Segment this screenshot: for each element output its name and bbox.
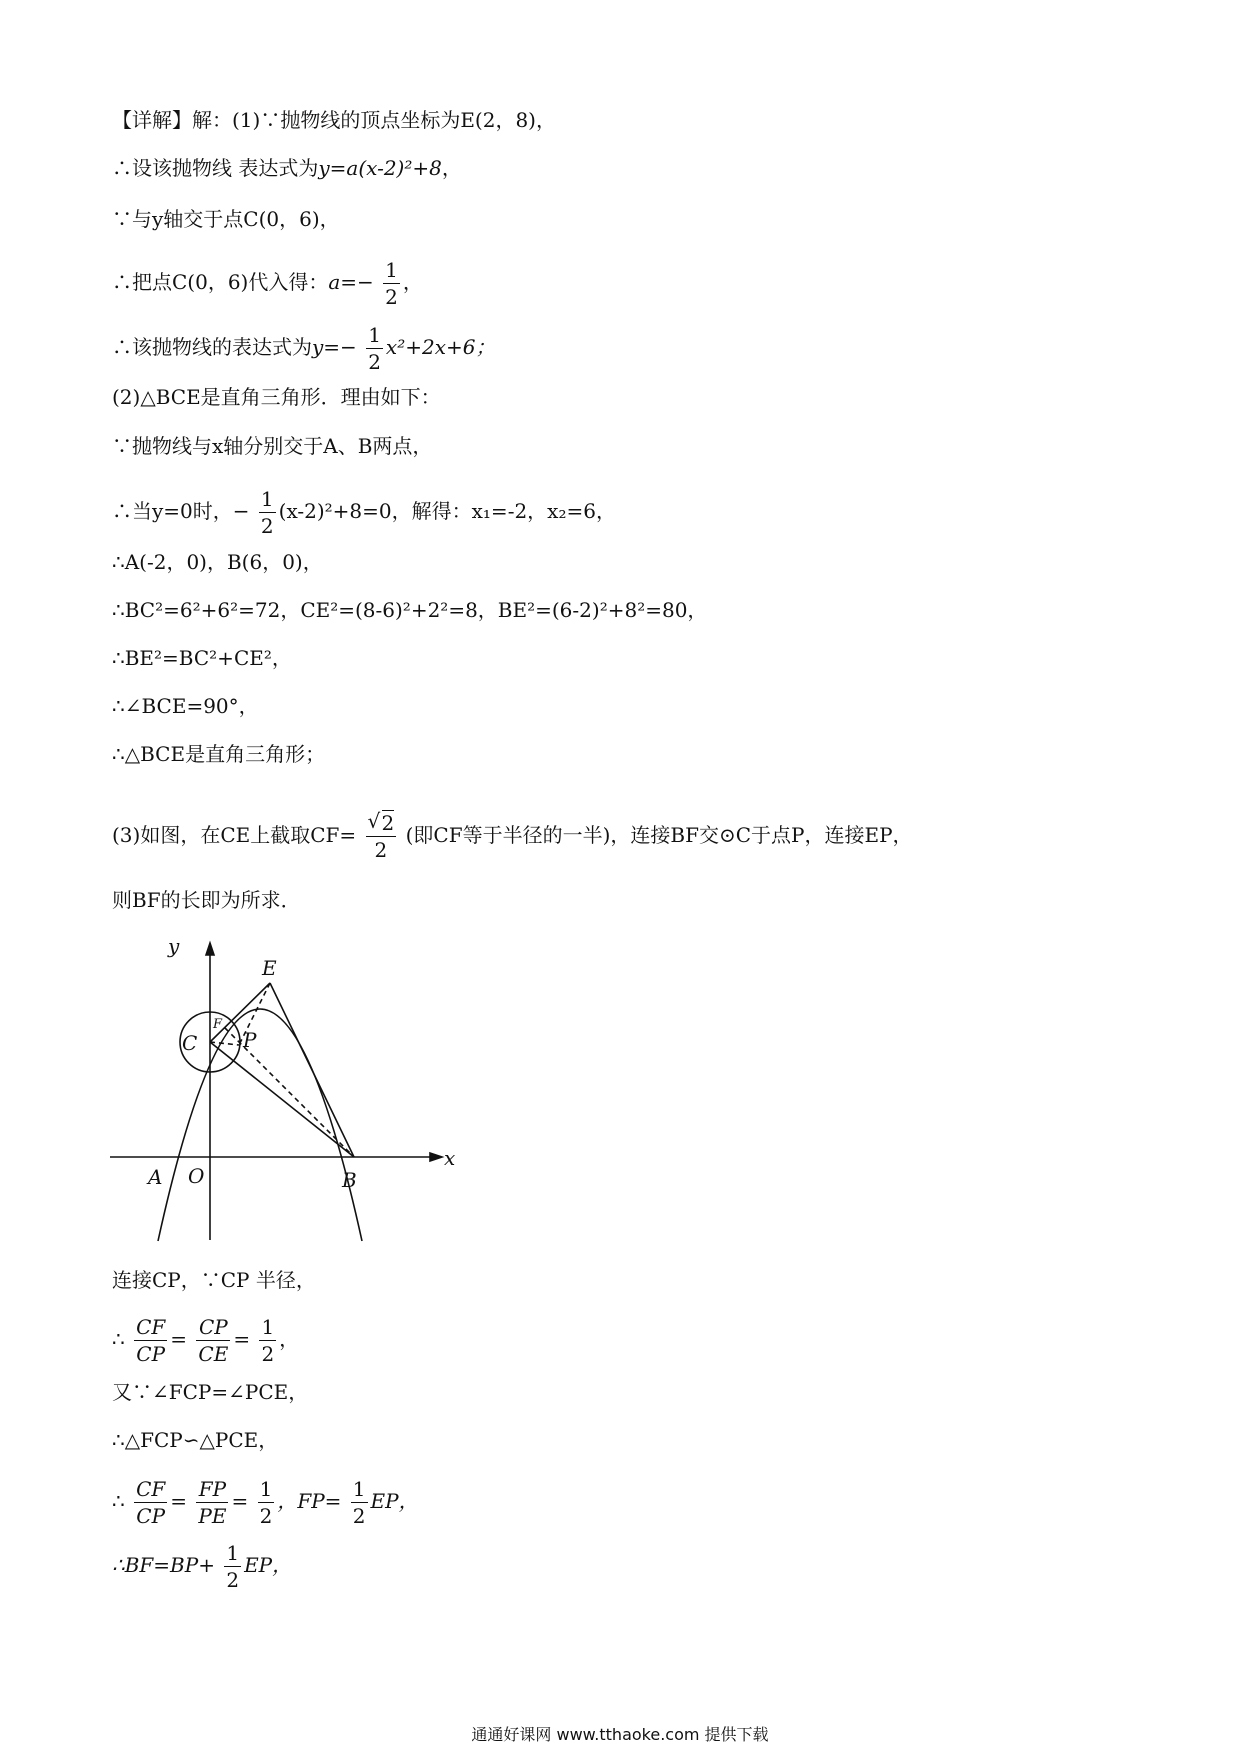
fraction-one-half: $\frac{1}{2}$ bbox=[368, 323, 381, 374]
line-14: (3)如图，在CE上截取CF= √ $\frac{2}{2}$ (即CF等于半径的一半)，连接BF交⊙C于点P，连接EP， bbox=[112, 810, 913, 863]
fraction-sqrt2-over-2: √ $\frac{2}{2}$ bbox=[366, 810, 397, 863]
label-e: E bbox=[262, 956, 277, 980]
line-17: ∴ $\frac{CF}{CP}$ = $\frac{CP}{CE}$ = $\frac{1}{2}$ ， bbox=[112, 1315, 300, 1366]
line-21: ∴BF=BP+ $\frac{1}{2}$ EP， bbox=[112, 1541, 293, 1592]
footer-credit: 通通好课网 www.tthaoke.com 提供下载 bbox=[471, 1725, 769, 1744]
line-9: ∴A(-2，0)，B(6，0)， bbox=[112, 550, 323, 574]
fraction-one-half: $\frac{1}{2}$ bbox=[261, 1315, 275, 1366]
line-10: ∴BC²=6²+6²=72，CE²=(8-6)²+2²=8，BE²=(6-2)²+8²=80， bbox=[112, 598, 708, 622]
line-2: ∴设该抛物线 表达式为y=a(x-2)²+8， bbox=[112, 156, 462, 180]
label-f: F bbox=[213, 1017, 223, 1032]
line-19: ∴△FCP∽△PCE， bbox=[112, 1428, 279, 1452]
fraction-one-half: $\frac{1}{2}$ bbox=[385, 258, 398, 309]
line-1: 【详解】解：(1)∵抛物线的顶点坐标为E(2，8)， bbox=[112, 108, 556, 132]
line-16: 连接CP，∵CP 半径， bbox=[112, 1268, 316, 1292]
line-12: ∴∠BCE=90°， bbox=[112, 694, 259, 718]
y-axis-arrow bbox=[206, 943, 214, 955]
line-4: ∴把点C(0，6)代入得：a=− $\frac{1}{2}$ ， bbox=[112, 258, 423, 309]
fraction-one-half: $\frac{1}{2}$ bbox=[226, 1541, 240, 1592]
label-p: P bbox=[243, 1028, 257, 1052]
label-y: y bbox=[168, 934, 180, 958]
segment-eb bbox=[270, 983, 354, 1157]
fraction-fp-pe: $\frac{FP}{PE}$ bbox=[198, 1477, 227, 1528]
fraction-cp-ce: $\frac{CP}{CE}$ bbox=[198, 1315, 229, 1366]
fraction-cf-cp: $\frac{CF}{CP}$ bbox=[136, 1315, 166, 1366]
line-3: ∵与y轴交于点C(0，6)， bbox=[112, 207, 340, 231]
label-c: C bbox=[182, 1031, 198, 1055]
line-15: 则BF的长即为所求． bbox=[112, 888, 301, 912]
fraction-one-half: $\frac{1}{2}$ bbox=[260, 487, 274, 538]
label-o: O bbox=[188, 1164, 205, 1188]
line-8: ∴当y=0时，− $\frac{1}{2}$ (x-2)²+8=0，解得：x₁=-2，x₂=6， bbox=[112, 487, 616, 538]
line-18: 又∵∠FCP=∠PCE， bbox=[112, 1380, 309, 1404]
fraction-cf-cp: $\frac{CF}{CP}$ bbox=[136, 1477, 166, 1528]
x-axis-arrow bbox=[430, 1153, 442, 1161]
label-b: B bbox=[342, 1168, 357, 1192]
line-7: ∵抛物线与x轴分别交于A、B两点， bbox=[112, 434, 433, 458]
label-a: A bbox=[148, 1165, 163, 1189]
line-5: ∴该抛物线的表达式为y=− $\frac{1}{2}$ x²+2x+6； bbox=[112, 323, 496, 374]
parabola-figure bbox=[100, 925, 460, 1245]
label-x: x bbox=[444, 1146, 456, 1170]
fraction-one-half: $\frac{1}{2}$ bbox=[259, 1477, 273, 1528]
fraction-one-half: $\frac{1}{2}$ bbox=[352, 1477, 366, 1528]
line-13: ∴△BCE是直角三角形； bbox=[112, 742, 326, 766]
segment-ce bbox=[210, 983, 270, 1042]
line-11: ∴BE²=BC²+CE²， bbox=[112, 646, 292, 670]
line-20: ∴ $\frac{CF}{CP}$ = $\frac{FP}{PE}$ = $\frac{1}{2}$ ，FP= $\frac{1}{2}$ EP， bbox=[112, 1477, 419, 1528]
segment-cb bbox=[210, 1042, 354, 1157]
line-6: (2)△BCE是直角三角形．理由如下： bbox=[112, 385, 441, 409]
